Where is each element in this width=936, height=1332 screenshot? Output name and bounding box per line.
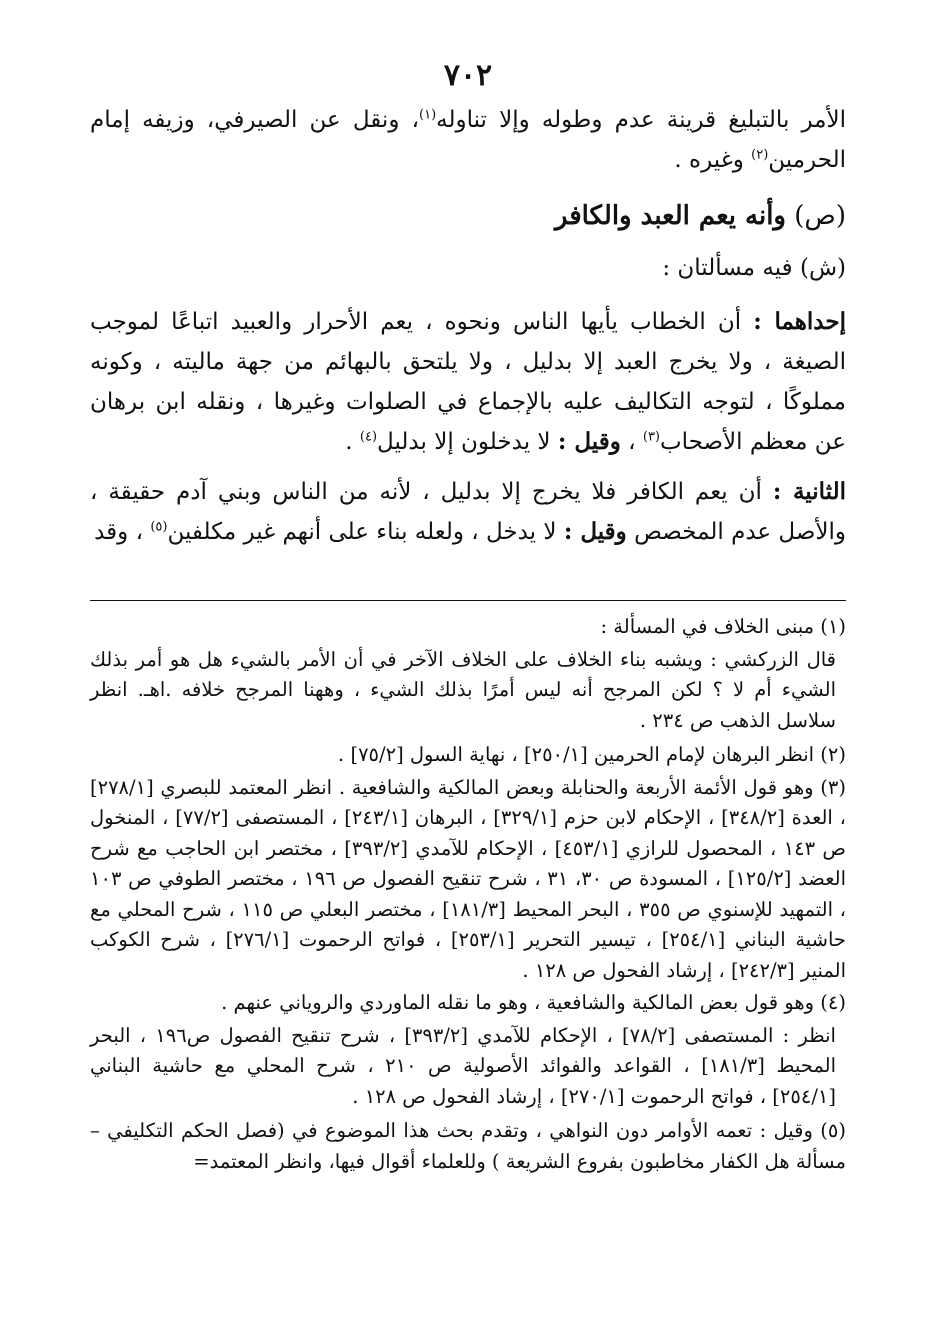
footnotes <box>90 612 846 1179</box>
first-issue-label: إحداهما : <box>753 308 846 335</box>
footnote-3: (٣) وهو قول الأئمة الأربعة والحنابلة وبعض المالكية والشافعية . انظر المعتمد للبصري [٢٧٨/١] ، العدة [٣٤٨/٢] ، الإحكام لابن حزم [٣٢٩/١] ، البرهان [٢٤٣/١] ، المستصفى [٧٧/٢] ، المنخول ص ١٤٣ ، المحصول للرازي [٤٥٣/١] ، الإحكام للآمدي [٣٩٣/٢] ، مختصر ابن الحاجب مع شرح العضد [١٢٥/٢] ، المسودة ص ٣٠، ٣١ ، شرح تنقيح الفصول ص ١٩٦ ، مختصر الطوفي ص ١٠٣ ، التمهيد للإسنوي ص ٣٥٥ ، البحر المحيط [١٨١/٣] ، مختصر البعلي ص ١١٥ ، شرح المحلي مع حاشية البناني [٢٥٤/١] ، تيسير التحرير [٢٥٣/١] ، فواتح الرحموت [٢٧٦/١] ، شرح الكوكب المنير [٢٤٢/٣] ، إرشاد الفحول ص ١٢٨ . <box>90 775 847 982</box>
first-issue-paragraph: إحداهما : أن الخطاب يأيها الناس ونحوه ، يعم الأحرار والعبيد اتباعًا لموجب الصيغة ، ولا يخرج العبد إلا بدليل ، ولا يلتحق بالبهائم من جهة ماليته ، وكونه مملوكًا ، لتوجه التكاليف عليه بالإجماع في الصلوات وغيرها ، ونقله ابن برهان عن معظم الأصحاب$^{(٣)}$ ، وقيل : لا يدخلون إلا بدليل$^{(٤)}$ . <box>90 308 846 455</box>
text-heading-title: وأنه يعم العبد والكافر <box>554 201 786 231</box>
footnote-ref-1: (١) <box>419 107 437 123</box>
footnote-ref-5: (٥) <box>150 519 168 535</box>
footnote-4: (٤) وهو قول بعض المالكية والشافعية ، وهو ما نقله الماوردي والروياني عنهم . <box>221 991 846 1014</box>
main-text <box>90 100 846 552</box>
footnote-5: (٥) وقيل : تعمه الأوامر دون النواهي ، وتقدم بحث هذا الموضوع في (فصل الحكم التكليفي – مسألة هل الكفار مخاطبون بفروع الشريعة ) وللعلماء أقوال فيها، وانظر المعتمد= <box>90 1119 846 1173</box>
qil-label: وقيل : <box>557 428 621 455</box>
second-issue-label: الثانية : <box>772 478 846 505</box>
footnote-ref-4: (٤) <box>359 429 378 445</box>
qil-label: وقيل : <box>563 518 627 545</box>
footnote-ref-2: (٢) <box>751 147 769 163</box>
footnote-divider <box>90 600 846 601</box>
footnote-1: (١) مبنى الخلاف في المسألة : <box>600 615 846 638</box>
footnote-2: (٢) انظر البرهان لإمام الحرمين [٢٥٠/١] ، نهاية السول [٧٥/٢] . <box>338 743 846 766</box>
second-issue-paragraph: الثانية : أن يعم الكافر فلا يخرج إلا بدليل ، لأنه من الناس وبني آدم حقيقة ، والأصل عدم المخصص وقيل : لا يدخل ، ولعله بناء على أنهم غير مكلفين$^{(٥)}$ ، وقد <box>90 478 846 545</box>
commentary-heading: (ش) فيه مسألتان : <box>662 255 846 281</box>
footnote-1-body: قال الزركشي : ويشبه بناء الخلاف على الخلاف الآخر في أن الأمر بالشيء هل هو أمر بذلك الشيء أم لا ؟ لكن المرجح أنه ليس أمرًا بذلك الشيء ، وههنا المرجح خلافه .اهـ. انظر سلاسل الذهب ص ٢٣٤ . <box>90 647 836 732</box>
text-marker: (ص) <box>794 201 846 231</box>
page-number: ٧٠٢ <box>443 58 493 93</box>
text-heading <box>90 194 846 238</box>
footnote-4-body: انظر : المستصفى [٧٨/٢] ، الإحكام للآمدي [٣٩٣/٢] ، شرح تنقيح الفصول ص١٩٦ ، البحر المحيط [١٨١/٣] ، القواعد والفوائد الأصولية ص ٢١٠ ، شرح المحلي مع حاشية البناني [٢٥٤/١] ، فواتح الرحموت [٢٧٠/١] ، إرشاد الفحول ص ١٢٨ . <box>90 1023 836 1108</box>
footnote-ref-3: (٣) <box>642 429 660 445</box>
intro-paragraph: الأمر بالتبليغ قرينة عدم وطوله وإلا تناوله$^{(١)}$، ونقل عن الصيرفي، وزيفه إمام الحرمين$^{(٢)}$ وغيره . <box>90 107 846 173</box>
